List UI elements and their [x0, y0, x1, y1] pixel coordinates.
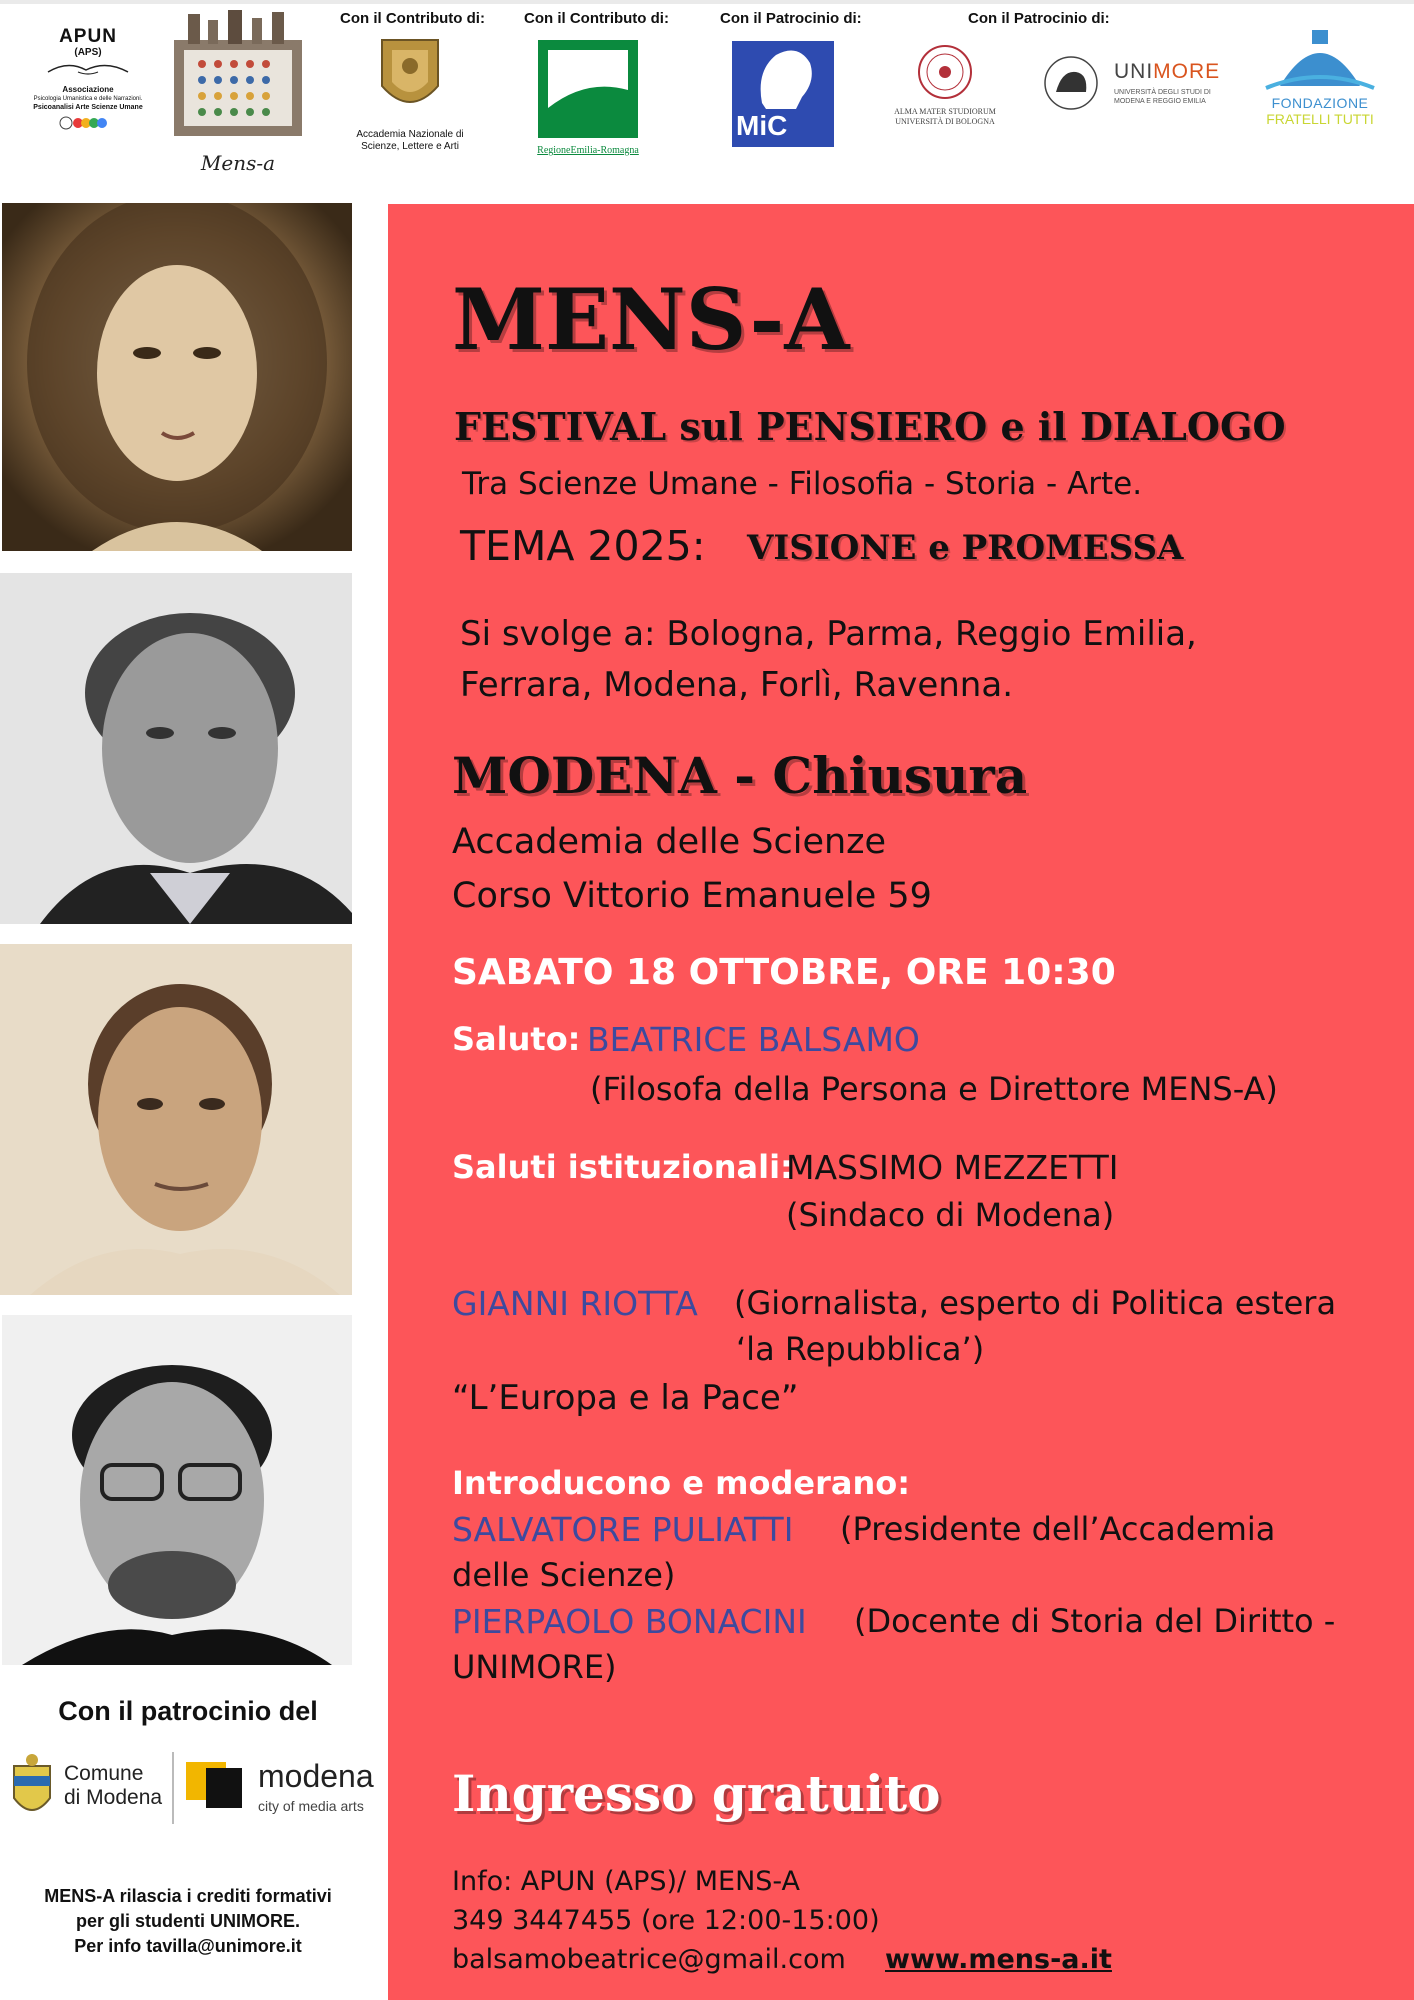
info-line-2: 349 3447455 (ore 12:00-15:00): [452, 1905, 880, 1936]
modena-chiusura-heading: MODENA - Chiusura: [452, 746, 1028, 805]
mic-text: MiC: [736, 110, 788, 141]
media-arts-mark-icon: [182, 1758, 248, 1814]
apun-line2: Psicologia Umanistica e delle Narrazioni.: [33, 96, 143, 102]
handshake-icon: [28, 58, 148, 80]
fondazione-line1: FONDAZIONE: [1271, 95, 1369, 111]
accademia-name: Accademia Nazionale di Scienze, Lettere e Arti: [356, 129, 464, 152]
saluto-name: BEATRICE BALSAMO: [587, 1020, 920, 1059]
logo-divider: [172, 1752, 174, 1824]
unibo-logo: [888, 42, 1002, 142]
istituzionali-name: MASSIMO MEZZETTI: [786, 1148, 1119, 1187]
miur-emblem-icon: [28, 113, 148, 133]
riotta-role-1: (Giornalista, esperto di Politica estera: [734, 1284, 1337, 1322]
comune-modena-logo: [4, 1752, 168, 1824]
bonacini-role-2: UNIMORE): [452, 1648, 617, 1686]
fondazione-line2: FRATELLI TUTTI: [1266, 111, 1374, 127]
sedi-line-1: Si svolge a: Bologna, Parma, Reggio Emilia,: [460, 614, 1197, 654]
riotta-role-2: ‘la Repubblica’): [736, 1330, 985, 1368]
riotta-name: GIANNI RIOTTA: [452, 1284, 698, 1323]
regione-name: RegioneEmilia-Romagna: [537, 145, 639, 156]
modena-name: modena: [258, 1758, 374, 1794]
city-collage-icon: [168, 10, 308, 140]
apun-aps: (APS): [74, 47, 102, 58]
fondazione-logo: [1262, 26, 1378, 134]
tema-label: TEMA 2025:: [460, 522, 706, 570]
intro-label: Introducono e moderano:: [452, 1464, 911, 1502]
mic-logo: [732, 41, 834, 147]
label-contributo-2: Con il Contributo di:: [524, 10, 669, 27]
saluto-label: Saluto:: [452, 1020, 581, 1058]
saluto-role: (Filosofa della Persona e Direttore MENS-A): [590, 1070, 1278, 1108]
unibo-seal-icon: [888, 42, 1002, 102]
bonacini-name: PIERPAOLO BONACINI: [452, 1602, 807, 1641]
info-line-1: Info: APUN (APS)/ MENS-A: [452, 1866, 801, 1897]
event-date: SABATO 18 OTTOBRE, ORE 10:30: [452, 952, 1116, 993]
label-patrocinio-1: Con il Patrocinio di:: [720, 10, 862, 27]
speaker-photo-4: [2, 1315, 352, 1665]
speaker-photo-2: [0, 573, 352, 924]
mens-a-logo: [168, 10, 308, 175]
tema-value: VISIONE e PROMESSA: [747, 528, 1184, 568]
website-link[interactable]: www.mens-a.it: [885, 1944, 1112, 1975]
comune-name: Comune di Modena: [64, 1762, 163, 1809]
sedi-line-2: Ferrara, Modena, Forlì, Ravenna.: [460, 665, 1013, 705]
crediti-text: MENS-A rilascia i crediti formativi per gli studenti UNIMORE. Per info tavilla@unimore.it: [44, 1886, 332, 1956]
unimore-seal-icon: [1042, 54, 1100, 112]
apun-line1: Associazione: [62, 85, 114, 94]
statue-head-icon: [732, 41, 834, 111]
apun-name: APUN: [59, 26, 117, 47]
bonacini-role-1: (Docente di Storia del Diritto -: [854, 1602, 1336, 1640]
festival-subtitle: FESTIVAL sul PENSIERO e il DIALOGO: [454, 404, 1286, 449]
ingresso-gratuito: Ingresso gratuito: [452, 1764, 941, 1823]
speaker-photo-3: [0, 944, 352, 1295]
regione-logo: [536, 38, 640, 168]
speaker-photo-1: [2, 203, 352, 551]
accademia-logo: [340, 34, 480, 154]
istituzionali-role: (Sindaco di Modena): [786, 1196, 1115, 1234]
label-patrocinio-2: Con il Patrocinio di:: [968, 10, 1110, 27]
page-title: MENS-A: [452, 270, 850, 369]
modena-city-logo: [182, 1752, 378, 1824]
istituzionali-label: Saluti istituzionali:: [452, 1148, 793, 1186]
puliatti-role-2: delle Scienze): [452, 1556, 676, 1594]
venue-address: Corso Vittorio Emanuele 59: [452, 876, 932, 916]
crest-icon: [340, 34, 480, 124]
apun-logo: [28, 26, 148, 156]
puliatti-role-1: (Presidente dell’Accademia: [840, 1510, 1276, 1548]
riotta-talk-title: “L’Europa e la Pace”: [452, 1378, 799, 1418]
apun-line3: Psicoanalisi Arte Scienze Umane: [33, 104, 143, 111]
regione-emblem-icon: [536, 38, 640, 140]
unibo-line2: UNIVERSITÀ DI BOLOGNA: [895, 117, 995, 126]
mens-a-logo-text: Mens-a: [200, 151, 276, 175]
label-contributo-1: Con il Contributo di:: [340, 10, 485, 27]
tra-discipline: Tra Scienze Umane - Filosofia - Storia - Arte.: [462, 466, 1143, 502]
puliatti-name: SALVATORE PULIATTI: [452, 1510, 794, 1549]
unimore-name: UNIMORE: [1114, 60, 1221, 83]
unimore-logo: [1042, 54, 1221, 124]
modena-sub: city of media arts: [258, 1798, 364, 1814]
comune-crest-icon: [4, 1752, 60, 1824]
unimore-sub: UNIVERSITÀ DEGLI STUDI DI MODENA E REGGIO EMILIA: [1114, 89, 1211, 105]
unibo-line1: ALMA MATER STUDIORUM: [894, 107, 996, 116]
dome-icon: [1262, 26, 1378, 90]
patrocinio-del-label: Con il patrocinio del: [58, 1696, 318, 1726]
event-panel: [388, 204, 1414, 2000]
venue-name: Accademia delle Scienze: [452, 822, 887, 862]
sponsor-header: [0, 4, 1414, 200]
contact-email[interactable]: balsamobeatrice@gmail.com: [452, 1944, 846, 1975]
